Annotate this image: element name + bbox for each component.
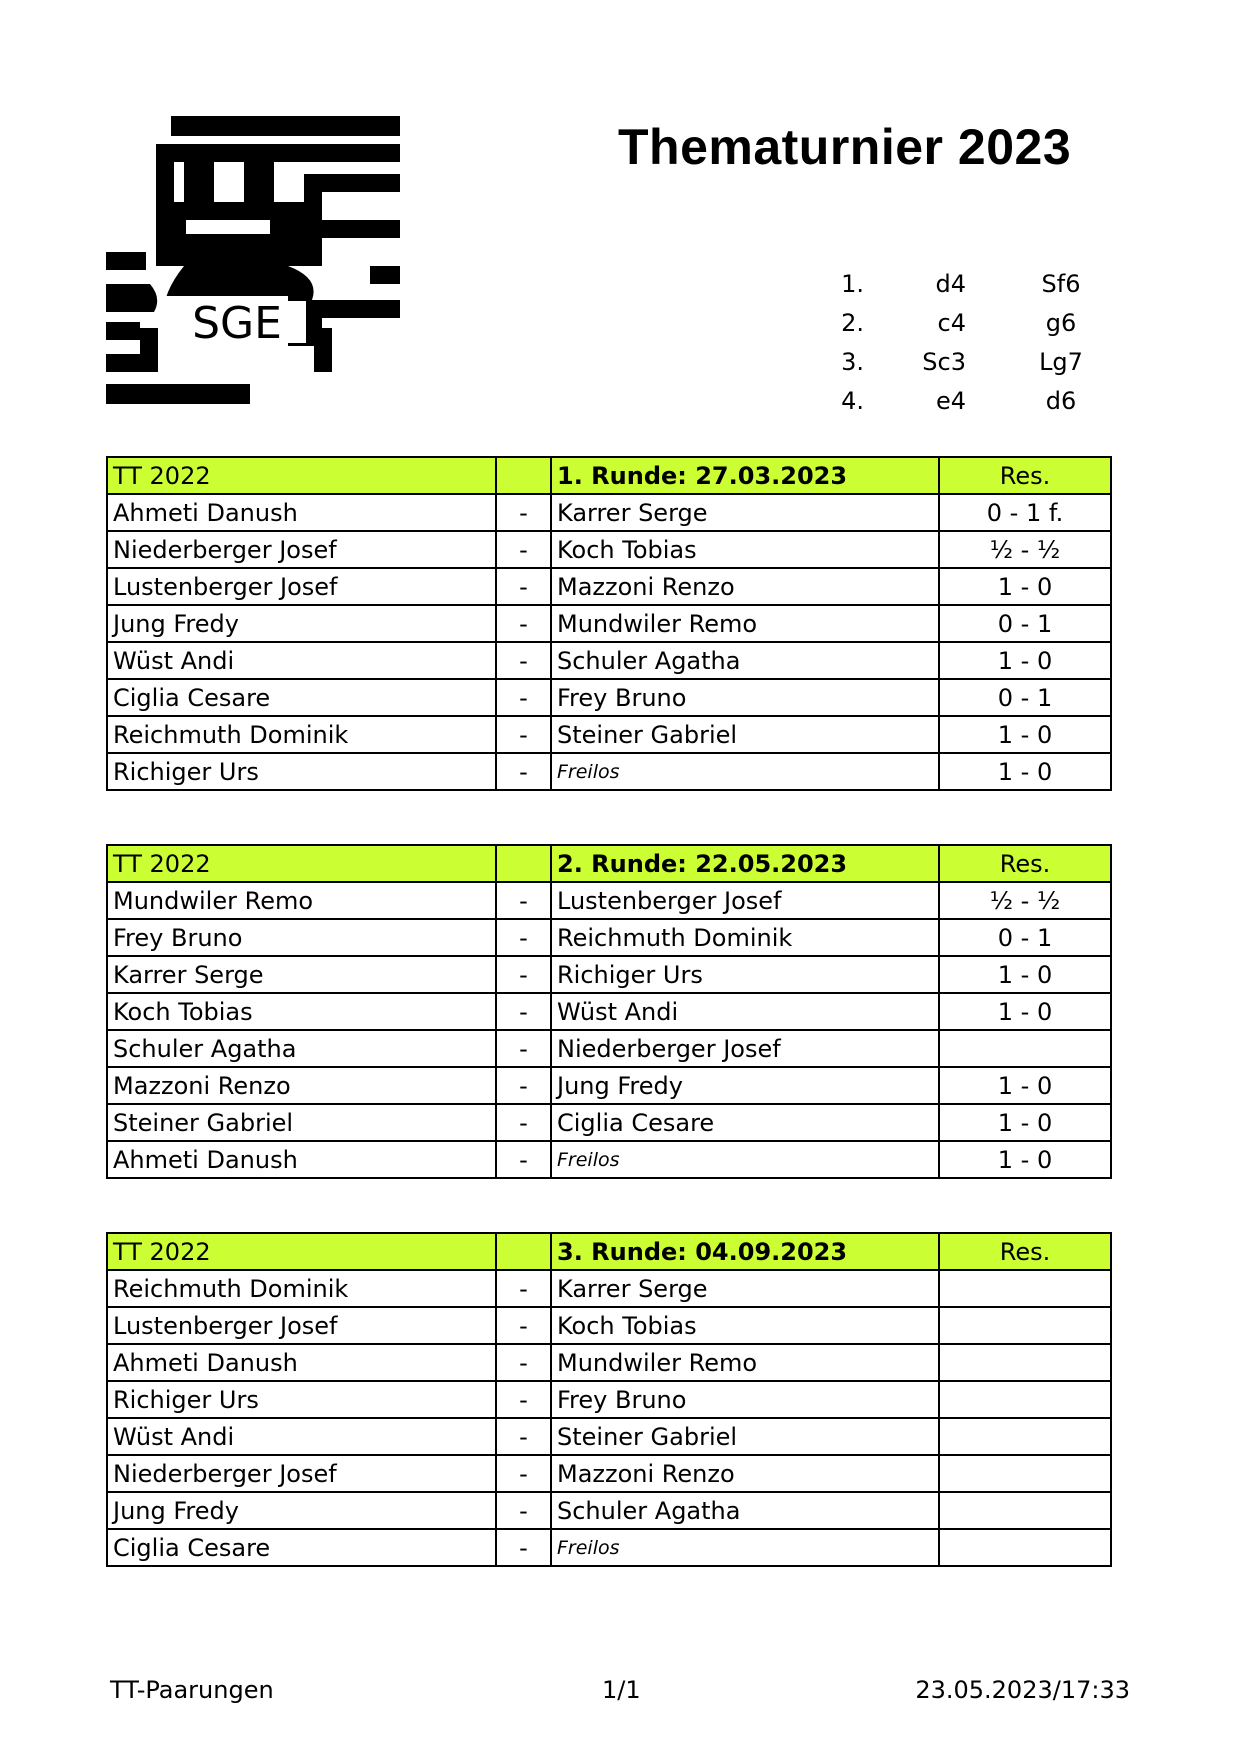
page-title: Thematurnier 2023	[618, 119, 1072, 175]
game-result: ½ - ½	[939, 882, 1111, 919]
black-player: Jung Fredy	[551, 1067, 939, 1104]
pairing-separator: -	[496, 882, 551, 919]
game-result: 0 - 1	[939, 679, 1111, 716]
white-player: Steiner Gabriel	[107, 1104, 496, 1141]
move-row	[814, 381, 1116, 420]
black-player: Frey Bruno	[551, 1381, 939, 1418]
game-result	[939, 1344, 1111, 1381]
black-player: Wüst Andi	[551, 993, 939, 1030]
pairing-row	[107, 716, 1111, 753]
game-result: 0 - 1	[939, 919, 1111, 956]
game-result: 1 - 0	[939, 1141, 1111, 1178]
black-player: Richiger Urs	[551, 956, 939, 993]
black-player: Steiner Gabriel	[551, 1418, 939, 1455]
pairing-row	[107, 753, 1111, 790]
pairing-separator: -	[496, 919, 551, 956]
white-player: Ciglia Cesare	[107, 679, 496, 716]
black-move: Lg7	[1039, 347, 1083, 376]
game-result: 0 - 1	[939, 605, 1111, 642]
game-result	[939, 1492, 1111, 1529]
white-player: Jung Fredy	[107, 605, 496, 642]
pairing-row	[107, 993, 1111, 1030]
round-title: 2. Runde: 22.05.2023	[551, 845, 939, 882]
round-header-row	[107, 457, 1111, 494]
pairing-row	[107, 1030, 1111, 1067]
round-header-row	[107, 1233, 1111, 1270]
black-player: Mundwiler Remo	[551, 1344, 939, 1381]
white-player: Richiger Urs	[107, 753, 496, 790]
pairing-separator: -	[496, 642, 551, 679]
pairing-row	[107, 1141, 1111, 1178]
tournament-label: TT 2022	[107, 457, 496, 494]
black-player: Reichmuth Dominik	[551, 919, 939, 956]
pairing-row	[107, 531, 1111, 568]
result-header: Res.	[939, 845, 1111, 882]
white-player: Karrer Serge	[107, 956, 496, 993]
page-footer	[110, 1676, 1130, 1706]
white-player: Niederberger Josef	[107, 531, 496, 568]
pairing-separator: -	[496, 1418, 551, 1455]
move-number: 4.	[841, 386, 864, 415]
white-player: Ahmeti Danush	[107, 494, 496, 531]
tournament-label: TT 2022	[107, 1233, 496, 1270]
pairing-separator: -	[496, 494, 551, 531]
round-2-table	[106, 844, 1112, 1179]
pairing-row	[107, 568, 1111, 605]
round-3-table	[106, 1232, 1112, 1567]
black-player: Ciglia Cesare	[551, 1104, 939, 1141]
black-player: Karrer Serge	[551, 1270, 939, 1307]
result-header: Res.	[939, 1233, 1111, 1270]
game-result: 0 - 1 f.	[939, 494, 1111, 531]
pairing-separator: -	[496, 1529, 551, 1566]
pairing-separator: -	[496, 605, 551, 642]
game-result	[939, 1381, 1111, 1418]
game-result	[939, 1307, 1111, 1344]
black-player: Freilos	[551, 1141, 939, 1178]
white-player: Mazzoni Renzo	[107, 1067, 496, 1104]
round-title: 3. Runde: 04.09.2023	[551, 1233, 939, 1270]
white-player: Lustenberger Josef	[107, 568, 496, 605]
pairing-separator: -	[496, 679, 551, 716]
game-result: 1 - 0	[939, 568, 1111, 605]
pairing-separator: -	[496, 1030, 551, 1067]
game-result	[939, 1030, 1111, 1067]
pairing-separator: -	[496, 1270, 551, 1307]
black-move: Sf6	[1041, 269, 1081, 298]
black-move: d6	[1045, 386, 1077, 415]
game-result: 1 - 0	[939, 956, 1111, 993]
white-move: e4	[935, 386, 966, 415]
move-row	[814, 303, 1116, 342]
white-move: Sc3	[922, 347, 966, 376]
white-player: Mundwiler Remo	[107, 882, 496, 919]
game-result	[939, 1455, 1111, 1492]
white-player: Frey Bruno	[107, 919, 496, 956]
black-player: Mundwiler Remo	[551, 605, 939, 642]
game-result: 1 - 0	[939, 993, 1111, 1030]
pairing-separator: -	[496, 1104, 551, 1141]
white-player: Niederberger Josef	[107, 1455, 496, 1492]
black-player: Koch Tobias	[551, 531, 939, 568]
round-title: 1. Runde: 27.03.2023	[551, 457, 939, 494]
round-1-table	[106, 456, 1112, 791]
white-player: Ahmeti Danush	[107, 1344, 496, 1381]
black-player: Frey Bruno	[551, 679, 939, 716]
move-row	[814, 342, 1116, 381]
white-player: Wüst Andi	[107, 1418, 496, 1455]
white-player: Lustenberger Josef	[107, 1307, 496, 1344]
white-player: Richiger Urs	[107, 1381, 496, 1418]
tournament-label: TT 2022	[107, 845, 496, 882]
game-result: 1 - 0	[939, 753, 1111, 790]
pairing-row	[107, 642, 1111, 679]
pairing-row	[107, 1529, 1111, 1566]
black-player: Niederberger Josef	[551, 1030, 939, 1067]
pairing-row	[107, 1067, 1111, 1104]
pairing-row	[107, 1381, 1111, 1418]
white-player: Reichmuth Dominik	[107, 716, 496, 753]
pairing-separator: -	[496, 1067, 551, 1104]
pairing-row	[107, 1492, 1111, 1529]
black-player: Karrer Serge	[551, 494, 939, 531]
move-number: 2.	[841, 308, 864, 337]
pairing-row	[107, 605, 1111, 642]
pairing-row	[107, 1307, 1111, 1344]
game-result: 1 - 0	[939, 716, 1111, 753]
pairing-row	[107, 1270, 1111, 1307]
header-spacer	[496, 845, 551, 882]
white-player: Ahmeti Danush	[107, 1141, 496, 1178]
black-player: Mazzoni Renzo	[551, 1455, 939, 1492]
white-player: Jung Fredy	[107, 1492, 496, 1529]
pairing-separator: -	[496, 1307, 551, 1344]
game-result: ½ - ½	[939, 531, 1111, 568]
black-player: Freilos	[551, 753, 939, 790]
pairing-separator: -	[496, 956, 551, 993]
sge-logo	[106, 116, 400, 406]
result-header: Res.	[939, 457, 1111, 494]
pairing-row	[107, 1104, 1111, 1141]
game-result: 1 - 0	[939, 642, 1111, 679]
game-result	[939, 1529, 1111, 1566]
pairing-separator: -	[496, 568, 551, 605]
pairing-row	[107, 1344, 1111, 1381]
pairing-separator: -	[496, 1455, 551, 1492]
pairing-separator: -	[496, 1344, 551, 1381]
black-move: g6	[1045, 308, 1077, 337]
footer-page-number: 1/1	[602, 1676, 641, 1704]
header-spacer	[496, 1233, 551, 1270]
white-player: Koch Tobias	[107, 993, 496, 1030]
pairing-row	[107, 494, 1111, 531]
pairing-separator: -	[496, 1492, 551, 1529]
white-move: d4	[935, 269, 966, 298]
black-player: Lustenberger Josef	[551, 882, 939, 919]
black-player: Steiner Gabriel	[551, 716, 939, 753]
move-number: 1.	[841, 269, 864, 298]
game-result	[939, 1270, 1111, 1307]
pairing-separator: -	[496, 993, 551, 1030]
white-player: Schuler Agatha	[107, 1030, 496, 1067]
move-row	[814, 264, 1116, 303]
game-result: 1 - 0	[939, 1067, 1111, 1104]
white-player: Wüst Andi	[107, 642, 496, 679]
pairing-row	[107, 956, 1111, 993]
pairing-separator: -	[496, 531, 551, 568]
footer-document-name: TT-Paarungen	[110, 1676, 274, 1704]
black-player: Schuler Agatha	[551, 1492, 939, 1529]
white-player: Ciglia Cesare	[107, 1529, 496, 1566]
pairing-separator: -	[496, 753, 551, 790]
round-header-row	[107, 845, 1111, 882]
pairing-separator: -	[496, 1381, 551, 1418]
pairing-row	[107, 1455, 1111, 1492]
pairing-separator: -	[496, 716, 551, 753]
pairing-separator: -	[496, 1141, 551, 1178]
pairing-row	[107, 882, 1111, 919]
header-spacer	[496, 457, 551, 494]
black-player: Koch Tobias	[551, 1307, 939, 1344]
pairing-row	[107, 919, 1111, 956]
game-result: 1 - 0	[939, 1104, 1111, 1141]
pairing-row	[107, 679, 1111, 716]
game-result	[939, 1418, 1111, 1455]
move-number: 3.	[841, 347, 864, 376]
opening-moves	[814, 264, 1116, 420]
footer-timestamp: 23.05.2023/17:33	[915, 1676, 1130, 1704]
logo-text: SGE	[192, 298, 282, 349]
black-player: Freilos	[551, 1529, 939, 1566]
pairing-row	[107, 1418, 1111, 1455]
white-player: Reichmuth Dominik	[107, 1270, 496, 1307]
white-move: c4	[937, 308, 966, 337]
black-player: Mazzoni Renzo	[551, 568, 939, 605]
black-player: Schuler Agatha	[551, 642, 939, 679]
